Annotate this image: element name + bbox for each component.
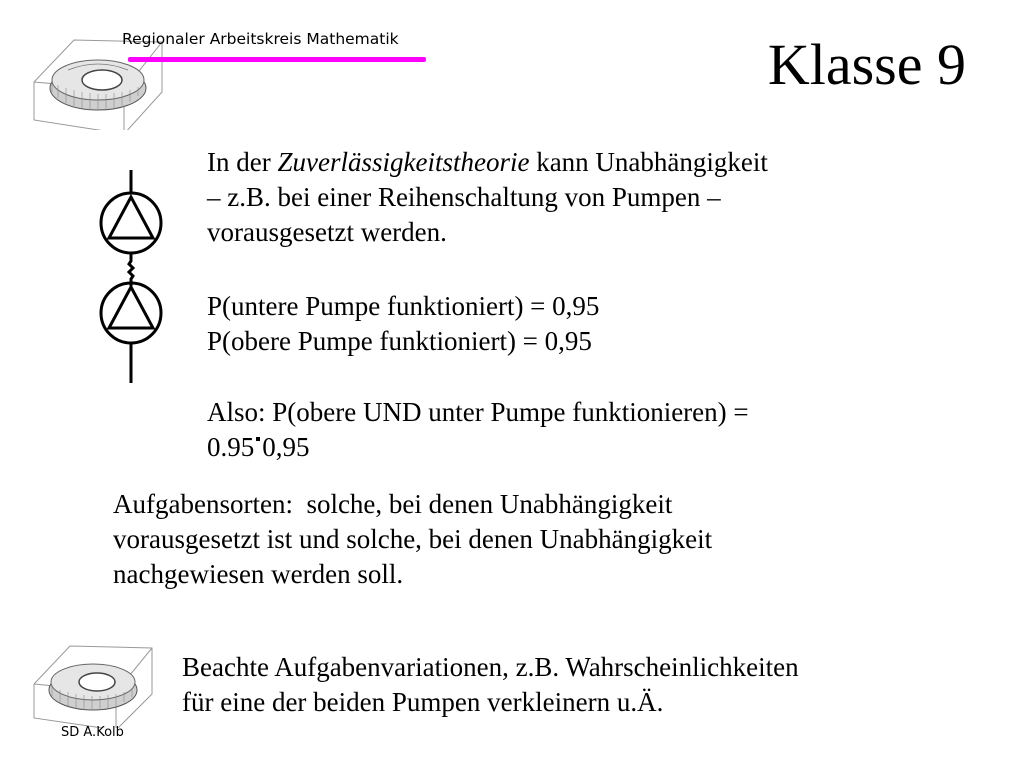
probability-block [207, 289, 927, 359]
torus-logo-icon [28, 638, 158, 733]
prob-upper-pump: P(obere Pumpe funktioniert) = 0,95 [207, 326, 592, 356]
intro-line-1 [207, 145, 927, 180]
tasks-line-2: vorausgesetzt ist und solche, bei denen Unabhängigkeit [113, 524, 713, 554]
slide-title: Klasse 9 [767, 32, 966, 97]
conclusion-block [207, 395, 927, 465]
author-footer: SD A.Kolb [61, 725, 124, 740]
intro-line-2: – z.B. bei einer Reihenschaltung von Pumpen – [207, 182, 721, 212]
intro-line-3: vorausgesetzt werden. [207, 217, 447, 247]
multiplication-dot [256, 437, 260, 441]
intro-suffix: kann Unabhängigkeit [529, 147, 768, 177]
note-paragraph [182, 650, 1002, 720]
conclusion-line-2 [207, 430, 927, 465]
tasks-line-1: Aufgabensorten: solche, bei denen Unabhängigkeit [113, 489, 673, 519]
conclusion-factor-1: 0.95 [207, 432, 255, 462]
header-accent-line [128, 57, 426, 62]
conclusion-factor-2: 0,95 [262, 432, 310, 462]
pump-series-diagram [96, 168, 166, 393]
conclusion-line-1: Also: P(obere UND unter Pumpe funktionieren) = [207, 397, 749, 427]
intro-prefix: In der [207, 147, 278, 177]
tasks-line-3: nachgewiesen werden soll. [113, 559, 404, 589]
organization-name: Regionaler Arbeitskreis Mathematik [122, 30, 399, 48]
note-line-1: Beachte Aufgabenvariationen, z.B. Wahrscheinlichkeiten [182, 652, 799, 682]
prob-lower-pump: P(untere Pumpe funktioniert) = 0,95 [207, 291, 600, 321]
intro-paragraph [207, 145, 927, 250]
note-line-2: für eine der beiden Pumpen verkleinern u.Ä. [182, 687, 664, 717]
task-types-paragraph [113, 487, 933, 592]
intro-term: Zuverlässigkeitstheorie [277, 147, 530, 177]
